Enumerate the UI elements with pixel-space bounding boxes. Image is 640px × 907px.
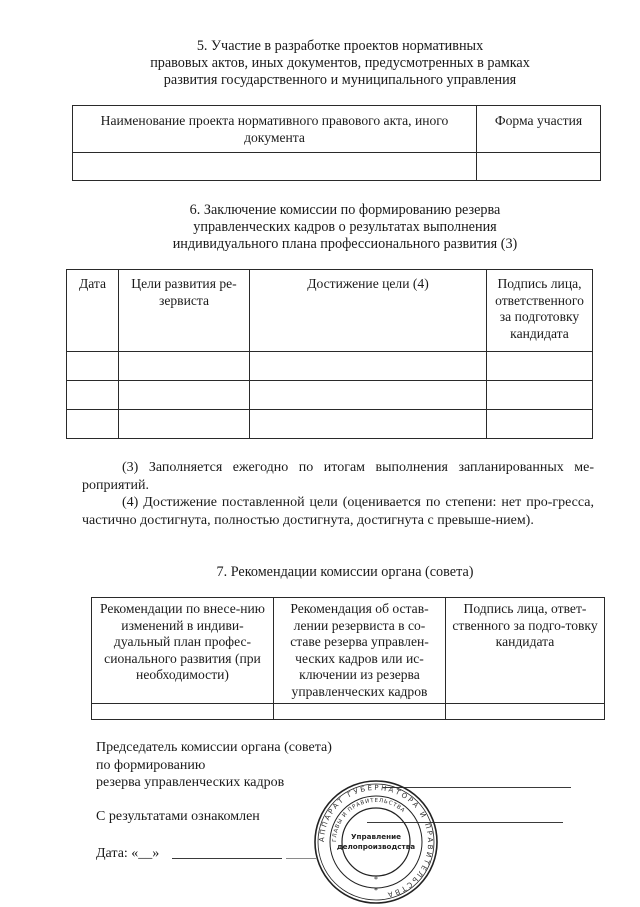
table-cell[interactable] bbox=[250, 381, 487, 410]
header-cell-goal-achievement: Достижение цели (4) bbox=[250, 270, 487, 352]
section-6-title bbox=[130, 202, 560, 253]
table-row bbox=[67, 381, 593, 410]
table-cell[interactable] bbox=[250, 410, 487, 439]
table-header-row bbox=[73, 106, 601, 153]
table-cell[interactable] bbox=[73, 153, 477, 181]
header-cell-responsible-signature: Подпись лица, ответ-ственного за подго-товку кандидата bbox=[446, 598, 605, 704]
table-cell[interactable] bbox=[119, 410, 250, 439]
section-7-title: 7. Рекомендации комиссии органа (совета) bbox=[216, 564, 474, 580]
table-row bbox=[73, 153, 601, 181]
footnote-3: (3) Заполняется ежегодно по итогам выполнения запланированных ме-роприятий. bbox=[82, 460, 594, 493]
table-header-row bbox=[92, 598, 605, 704]
section-5-title-line: 5. Участие в разработке проектов нормативных bbox=[196, 38, 484, 54]
table-header-row bbox=[67, 270, 593, 352]
table-cell[interactable] bbox=[67, 381, 119, 410]
participation-table bbox=[72, 105, 601, 181]
acknowledged-label: С результатами ознакомлен bbox=[96, 809, 260, 824]
table-cell[interactable] bbox=[487, 410, 593, 439]
svg-text:ГЛАВЫ И ПРАВИТЕЛЬСТВА: ГЛАВЫ И ПРАВИТЕЛЬСТВА bbox=[331, 797, 407, 843]
footnote-4: (4) Достижение поставленной цели (оценивается по степени: нет про-гресса, частично достигнута, полностью достигнута, достигнута с превыше-нием). bbox=[82, 495, 594, 528]
recommendations-table bbox=[91, 597, 605, 720]
table-cell[interactable] bbox=[67, 352, 119, 381]
table-cell[interactable] bbox=[67, 410, 119, 439]
table-cell[interactable] bbox=[477, 153, 601, 181]
section-5-title-line: развития государственного и муниципального управления bbox=[163, 72, 517, 88]
table-row bbox=[92, 704, 605, 720]
table-cell[interactable] bbox=[487, 352, 593, 381]
svg-text:*: * bbox=[374, 875, 378, 884]
table-cell[interactable] bbox=[92, 704, 274, 720]
table-cell[interactable] bbox=[274, 704, 446, 720]
header-cell-development-goals: Цели развития ре-зервиста bbox=[119, 270, 250, 352]
header-cell-participation-form: Форма участия bbox=[477, 106, 601, 153]
svg-text:Управление: Управление bbox=[350, 832, 402, 841]
header-cell-reserve-status: Рекомендация об остав-лении резервиста в со-ставе резерва управлен-ческих кадров или ис-ключении из резерва управленческих кадров bbox=[274, 598, 446, 704]
commission-conclusion-table bbox=[66, 269, 593, 439]
header-cell-project-name: Наименование проекта нормативного правового акта, иного документа bbox=[73, 106, 477, 153]
header-cell-date: Дата bbox=[67, 270, 119, 352]
footnotes bbox=[82, 459, 594, 529]
official-stamp-icon bbox=[311, 777, 441, 907]
date-label: Дата: «__» bbox=[96, 846, 160, 861]
table-cell[interactable] bbox=[119, 352, 250, 381]
section-6-title-line: индивидуального плана профессионального развития (3) bbox=[172, 236, 518, 252]
date-line[interactable] bbox=[172, 858, 282, 859]
table-cell[interactable] bbox=[446, 704, 605, 720]
section-5-title-line: правовых актов, иных документов, предусмотренных в рамках bbox=[150, 55, 530, 71]
svg-text:АППАРАТ ГУБЕРНАТОРА И ПРАВИТЕЛ: АППАРАТ ГУБЕРНАТОРА И ПРАВИТЕЛЬСТВА bbox=[317, 783, 435, 900]
header-cell-plan-changes: Рекомендации по внесе-нию изменений в индиви-дуальный план профес-сионального развития (при необходимости) bbox=[92, 598, 274, 704]
section-5-title bbox=[100, 38, 580, 89]
table-row bbox=[67, 410, 593, 439]
svg-text:*: * bbox=[374, 886, 378, 895]
svg-text:делопроизводства: делопроизводства bbox=[336, 842, 416, 851]
table-cell[interactable] bbox=[487, 381, 593, 410]
section-6-title-line: 6. Заключение комиссии по формированию резерва bbox=[189, 202, 501, 218]
section-6-title-line: управленческих кадров о результатах выполнения bbox=[193, 219, 497, 235]
table-cell[interactable] bbox=[250, 352, 487, 381]
table-row bbox=[67, 352, 593, 381]
chairman-signature-label: Председатель комиссии органа (совета) по формированию резерва управленческих кадров bbox=[96, 740, 332, 790]
table-cell[interactable] bbox=[119, 381, 250, 410]
header-cell-responsible-signature: Подпись лица, ответственного за подготовку кандидата bbox=[487, 270, 593, 352]
